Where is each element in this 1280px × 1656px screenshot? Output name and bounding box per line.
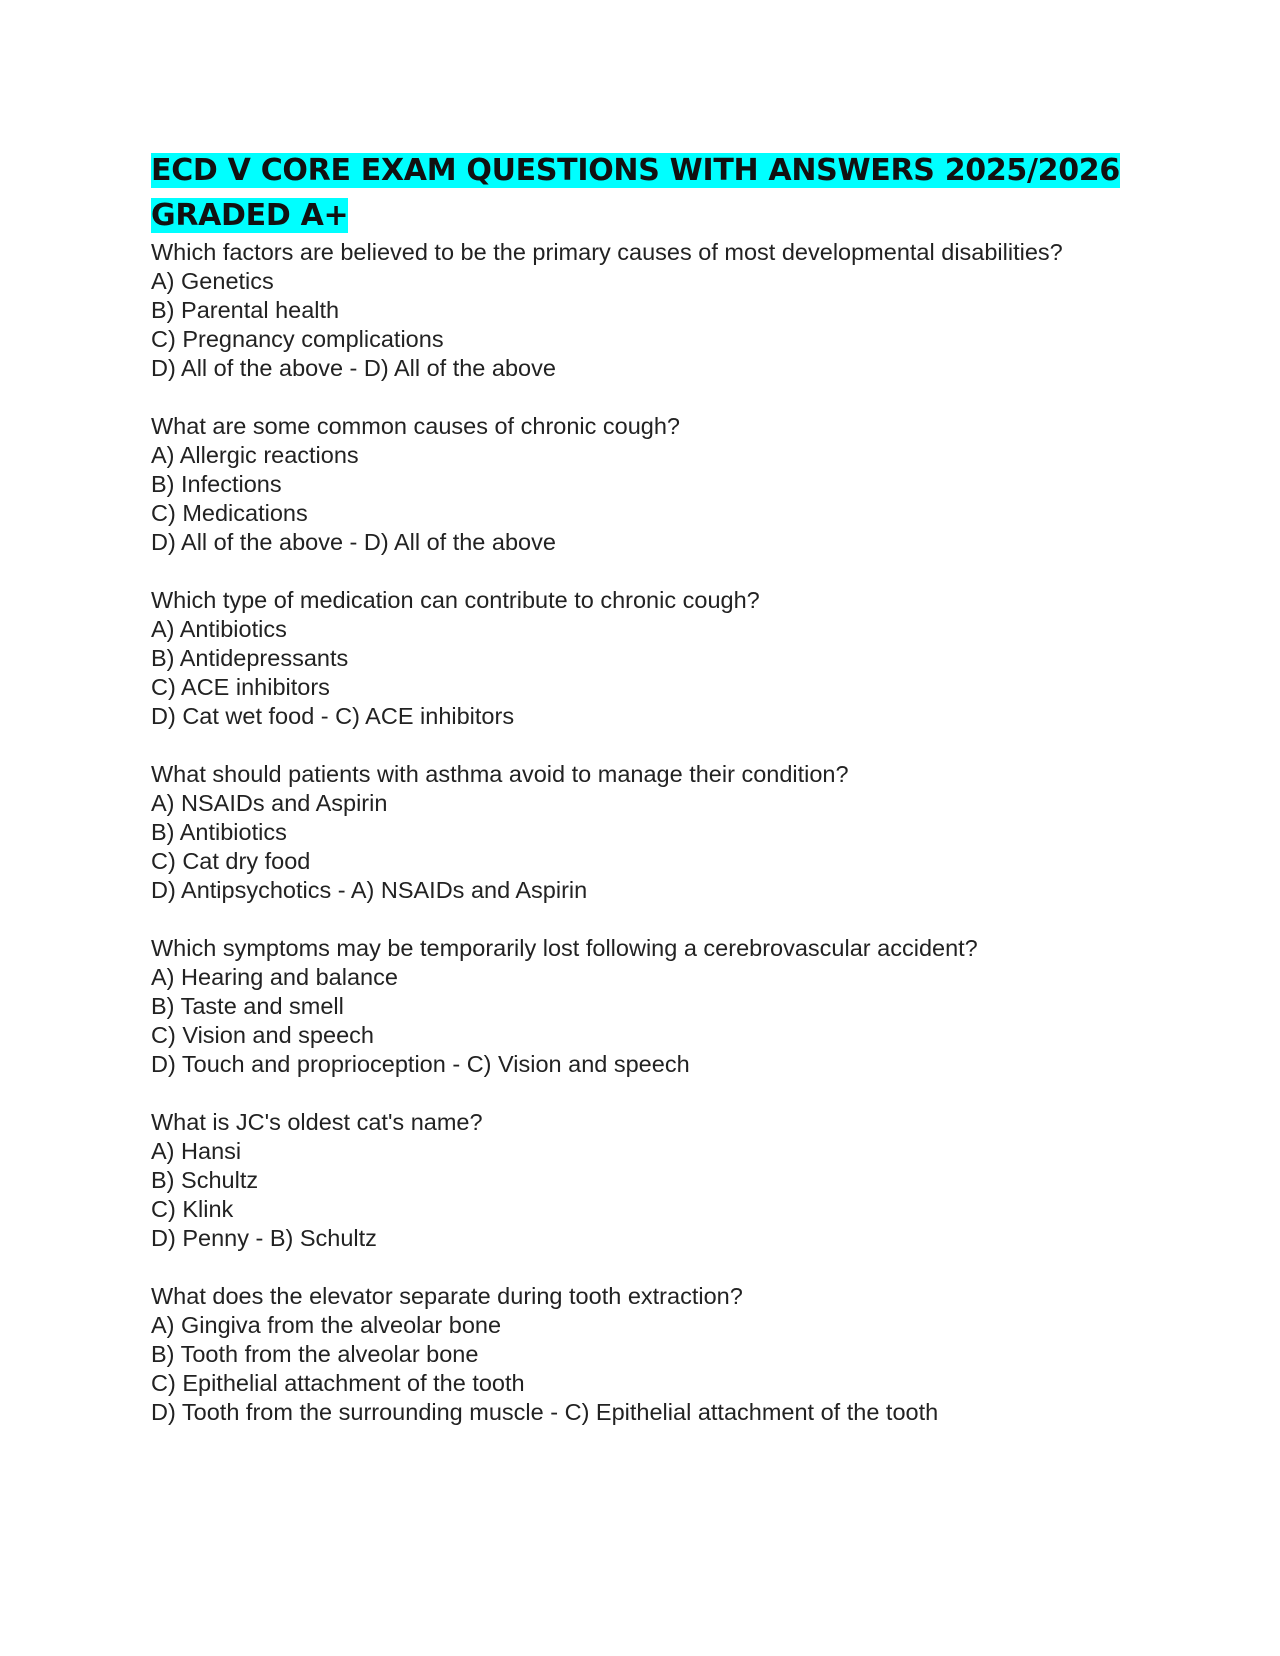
question-block xyxy=(151,934,1151,1079)
answer-option: B) Taste and smell xyxy=(151,993,344,1019)
answer-option: A) NSAIDs and Aspirin xyxy=(151,790,388,816)
answer-option: A) Hearing and balance xyxy=(151,964,398,990)
answer-option: A) Allergic reactions xyxy=(151,442,359,468)
answer-option-with-answer: D) Touch and proprioception - C) Vision and speech xyxy=(151,1051,690,1077)
answer-option-with-answer: D) Antipsychotics - A) NSAIDs and Aspirin xyxy=(151,877,588,903)
question-block xyxy=(151,1108,1151,1253)
answer-option-with-answer: D) All of the above - D) All of the above xyxy=(151,529,556,555)
answer-option: B) Infections xyxy=(151,471,282,497)
answer-option-with-answer: D) Cat wet food - C) ACE inhibitors xyxy=(151,703,515,729)
question-list xyxy=(151,238,1151,1427)
question-text: What should patients with asthma avoid to manage their condition? xyxy=(151,761,849,787)
answer-option: A) Gingiva from the alveolar bone xyxy=(151,1312,502,1338)
answer-option-with-answer: D) All of the above - D) All of the above xyxy=(151,355,556,381)
document-title-text: ECD V CORE EXAM QUESTIONS WITH ANSWERS 2025/2026 GRADED A+ xyxy=(151,153,1120,233)
question-block xyxy=(151,586,1151,731)
question-block xyxy=(151,760,1151,905)
answer-option: C) Medications xyxy=(151,500,308,526)
answer-option: C) Epithelial attachment of the tooth xyxy=(151,1370,525,1396)
question-block xyxy=(151,238,1151,383)
answer-option: A) Antibiotics xyxy=(151,616,287,642)
answer-option: B) Schultz xyxy=(151,1167,259,1193)
answer-option: B) Tooth from the alveolar bone xyxy=(151,1341,479,1367)
answer-option: C) ACE inhibitors xyxy=(151,674,330,700)
answer-option-with-answer: D) Penny - B) Schultz xyxy=(151,1225,377,1251)
answer-option: C) Klink xyxy=(151,1196,234,1222)
answer-option-with-answer: D) Tooth from the surrounding muscle - C) Epithelial attachment of the tooth xyxy=(151,1399,939,1425)
question-text: Which type of medication can contribute to chronic cough? xyxy=(151,587,760,613)
document-title xyxy=(151,148,1151,238)
answer-option: C) Vision and speech xyxy=(151,1022,374,1048)
question-text: Which factors are believed to be the primary causes of most developmental disabilities? xyxy=(151,239,1063,265)
answer-option: C) Cat dry food xyxy=(151,848,311,874)
question-text: What does the elevator separate during tooth extraction? xyxy=(151,1283,743,1309)
answer-option: A) Hansi xyxy=(151,1138,242,1164)
answer-option: A) Genetics xyxy=(151,268,274,294)
answer-option: B) Parental health xyxy=(151,297,340,323)
question-block xyxy=(151,1282,1151,1427)
answer-option: B) Antibiotics xyxy=(151,819,287,845)
question-block xyxy=(151,412,1151,557)
document-page xyxy=(151,148,1151,1456)
answer-option: C) Pregnancy complications xyxy=(151,326,444,352)
question-text: What are some common causes of chronic cough? xyxy=(151,413,681,439)
answer-option: B) Antidepressants xyxy=(151,645,349,671)
question-text: What is JC's oldest cat's name? xyxy=(151,1109,483,1135)
question-text: Which symptoms may be temporarily lost following a cerebrovascular accident? xyxy=(151,935,978,961)
